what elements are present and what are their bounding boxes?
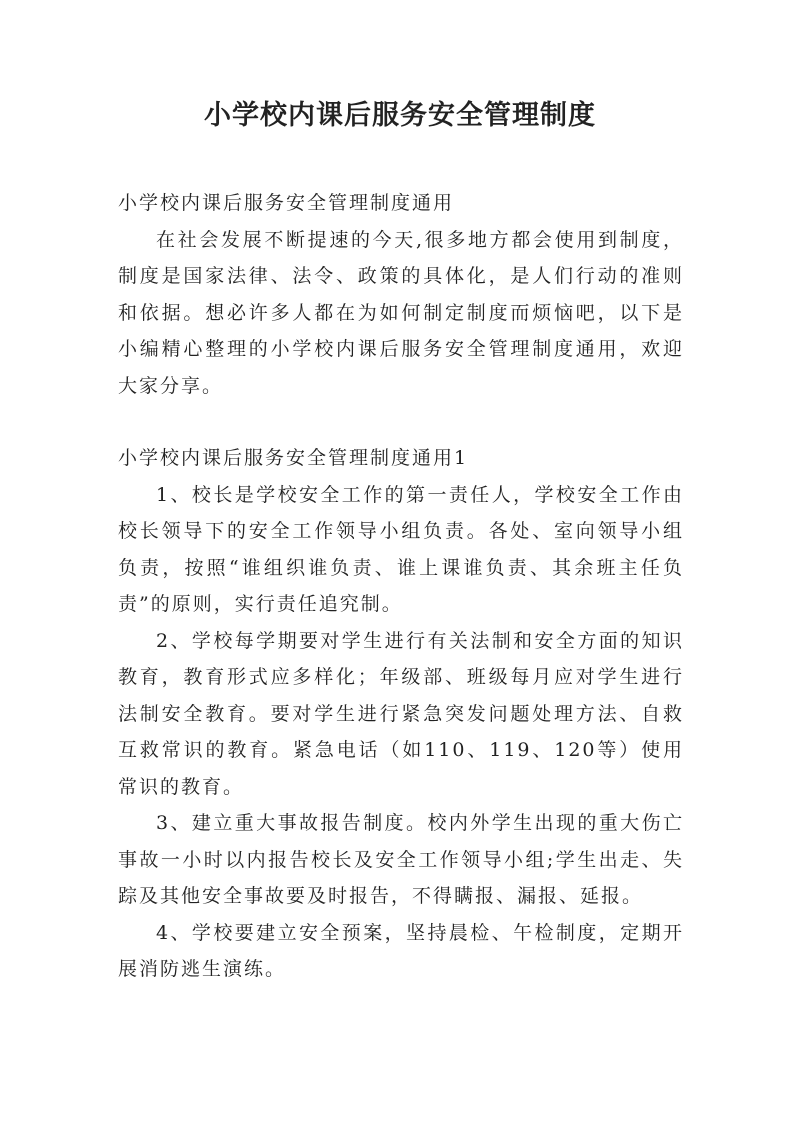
document-body <box>118 185 684 988</box>
section-heading: 小学校内课后服务安全管理制度通用1 <box>118 447 469 469</box>
rule-item-4: 4、学校要建立安全预案，坚持晨检、午检制度，定期开展消防逃生演练。 <box>118 921 684 980</box>
intro-paragraph: 在社会发展不断提速的今天,很多地方都会使用到制度，制度是国家法律、法令、政策的具体化，是人们行动的准则和依据。想必许多人都在为如何制定制度而烦恼吧，以下是小编精心整理的小学校内课后服务安全管理制度通用，欢迎大家分享。 <box>118 228 684 397</box>
rule-item-2: 2、学校每学期要对学生进行有关法制和安全方面的知识教育，教育形式应多样化；年级部、班级每月应对学生进行法制安全教育。要对学生进行紧急突发问题处理方法、自救互救常识的教育。紧急电话（如110、119、120等）使用常识的教育。 <box>118 629 684 798</box>
paragraph-spacer <box>118 404 684 440</box>
document-subtitle: 小学校内课后服务安全管理制度通用 <box>118 192 455 214</box>
document-title: 小学校内课后服务安全管理制度 <box>204 100 596 131</box>
rule-item-1: 1、校长是学校安全工作的第一责任人，学校安全工作由校长领导下的安全工作领导小组负责。各处、室向领导小组负责，按照“谁组织谁负责、谁上课谁负责、其余班主任负责”的原则，实行责任追究制。 <box>118 483 684 615</box>
rule-item-3: 3、建立重大事故报告制度。校内外学生出现的重大伤亡事故一小时以内报告校长及安全工作领导小组;学生出走、失踪及其他安全事故要及时报告，不得瞒报、漏报、延报。 <box>118 812 684 907</box>
